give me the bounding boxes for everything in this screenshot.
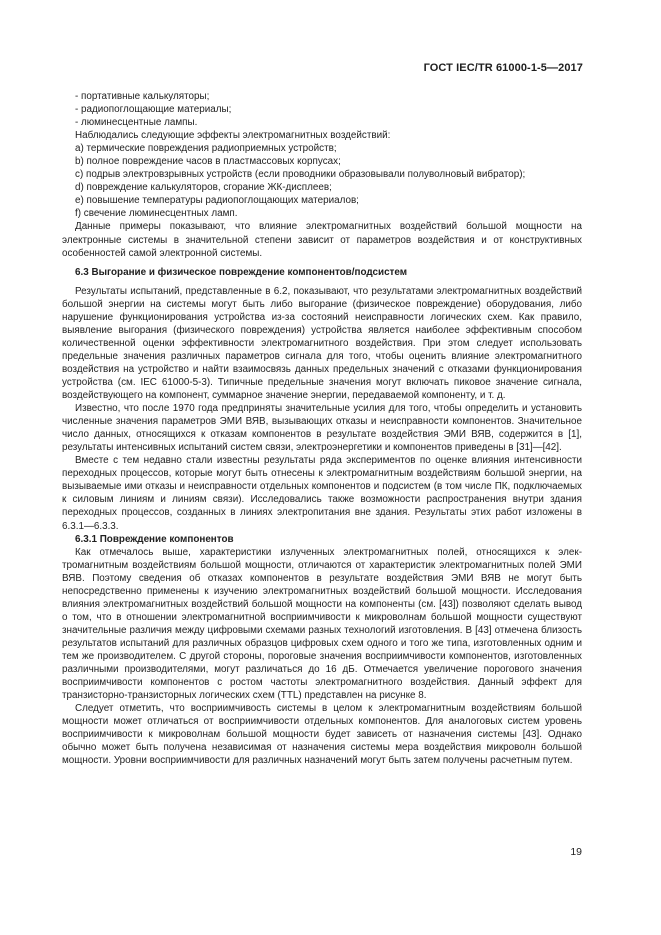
paragraph: Данные примеры показывают, что влияние электромагнитных воздействий большой мощности на электронные системы в значительной степени зависит от параметров воздействия и от конструктивных особенностей самой электронной системы. xyxy=(62,221,582,259)
effect-item: d) повреждение калькуляторов, сгорание ЖК-дисплеев; xyxy=(75,182,332,194)
list-item: - люминесцентные лампы. xyxy=(75,117,198,129)
paragraph: Следует отметить, что восприимчивость системы в целом к электромагнитным воздействиям большой мощности может отличаться от восприимчивости отдельных компонентов. Для аналоговых систем уровень восприимчивости к микроволнам большой мощности будет зависеть от назначения системы [43]. Однако обычно может быть получена независимая от назначения системы мера воздействия микроволн большой мощности. Уровни восприимчивости для различных назначений могут быть затем получены расчетным путем. xyxy=(62,703,582,767)
paragraph: Известно, что после 1970 года предприняты значительные усилия для того, чтобы определить и установить численные значения параметров ЭМИ ВЯВ, вызывающих отказы и неисправности компонентов. Значительное число данных, относящихся к отказам компонентов в результате воздействия ЭМИ ВЯВ, содержится в [1], результаты интенсивных испытаний систем связи, электроэнергетики и компонентов приведены в [31]—[42]. xyxy=(62,403,582,454)
list-item: - радиопоглощающие материалы; xyxy=(75,104,232,116)
effect-item: f) свечение люминесцентных ламп. xyxy=(75,208,238,220)
effect-item: e) повышение температуры радиопоглощающих материалов; xyxy=(75,195,359,207)
effect-item: b) полное повреждение часов в пластмассовых корпусах; xyxy=(75,156,341,168)
paragraph: Вместе с тем недавно стали известны результаты ряда экспериментов по оценке влияния интенсивности переходных процессов, которые могут быть отнесены к электромагнитным воздействиям большой энергии, на вызываемые ими отказы и неисправности отдельных компонентов и подсистем (в том числе ПК, подключаемых к силовым линиям и линиям связи). Исследовались также возможности распространения внутри здания переходных процессов, созданных в линиях электропитания вне здания. Результаты этих работ изложены в 6.3.1—6.3.3. xyxy=(62,455,582,532)
document-header: ГОСТ IEC/TR 61000-1-5—2017 xyxy=(423,62,583,74)
list-item: - портативные калькуляторы; xyxy=(75,91,210,102)
page-number: 19 xyxy=(570,846,582,858)
section-heading-6-3-1: 6.3.1 Повреждение компонентов xyxy=(75,533,234,545)
effect-item: c) подрыв электровзрывных устройств (если проводники образовывали полуволновый вибратор); xyxy=(75,169,526,181)
effects-intro: Наблюдались следующие эффекты электромагнитных воздействий: xyxy=(75,130,391,142)
section-heading-6-3: 6.3 Выгорание и физическое повреждение компонентов/подсистем xyxy=(75,266,408,278)
paragraph: Как отмечалось выше, характеристики излученных электромагнитных полей, относящихся к электромагнитным воздействиям большой мощности, отличаются от характеристик электромагнитных полей ЭМИ ВЯВ. Поэтому сведения об отказах компонентов в результате воздействия ЭМИ ВЯВ не могут быть непосредственно применены к изучению электромагнитных воздействий большой мощности. Исследования влияния электромагнитных воздействий большой мощности на компоненты (см. [43]) позволяют сделать вывод о том, что в отношении электромагнитной восприимчивости к микроволнам большой мощности существуют значительные различия между цифровыми схемами разных технологий изготовления. В [43] отмечена близость результатов испытаний для различных образцов цифровых схем одного и того же типа, изготовленных одним и тем же производителем. С другой стороны, пороговые значения восприимчивости компонентов, изготовленных различными производителями, могут различаться до 16 дБ. Отмечается увеличение порогового значения восприимчивости компонентов с ростом частоты электромагнитного воздействия. Данный эффект для транзисторно-транзисторных логических схем (TTL) представлен на рисунке 8. xyxy=(62,546,582,702)
page-body xyxy=(62,90,582,767)
paragraph: Результаты испытаний, представленные в 6.2, показывают, что результатами электромагнитных воздействий большой энергии на системы могут быть либо выгорание (физическое повреждение) оборудования, либо нарушение функционирования устройства из-за состояний неисправности логических схем. Как правило, выявление выгорания (физического повреждения) устройства является наиболее эффективным способом количественной оценки эффективности электромагнитного воздействия. При этом следует использовать предельные значения различных параметров сигнала для того, чтобы оценить влияние электромагнитного воздействия на устройство и найти взаимосвязь данных предельных значений с отказами функционирования устройства (см. IEC 61000-5-3). Типичные предельные значения могут включать пиковое значение сигнала, воздействующего на компонент, суммарное значение энергии, передаваемой компоненту, и т. д. xyxy=(62,285,582,402)
effect-item: a) термические повреждения радиоприемных устройств; xyxy=(75,143,337,155)
